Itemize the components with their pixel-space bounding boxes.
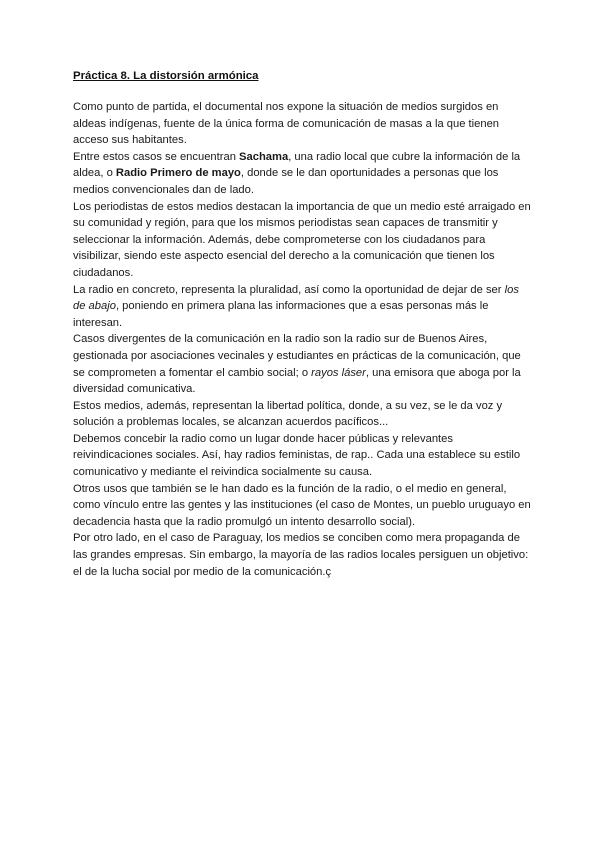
text-run: medios convencionales dan de lado. bbox=[73, 183, 254, 196]
text-line bbox=[73, 481, 543, 498]
text-line bbox=[73, 530, 543, 547]
text-line bbox=[73, 265, 543, 282]
text-run: , una emisora que aboga por la bbox=[365, 366, 521, 379]
text-run: Entre estos casos se encuentran bbox=[73, 150, 240, 163]
text-run: solución a problemas locales, se alcanzan acuerdos pacíficos... bbox=[73, 416, 389, 429]
text-run: comunicativo y mediante el reivindica socialmente su causa. bbox=[73, 466, 373, 479]
text-line bbox=[73, 547, 543, 564]
text-line bbox=[73, 447, 543, 464]
text-run: , donde se le dan oportunidades a personas que los bbox=[240, 167, 499, 180]
text-run: interesan. bbox=[73, 316, 123, 329]
text-run: Otros usos que también se le han dado es la función de la radio, o el medio en general, bbox=[73, 482, 507, 495]
text-run: ciudadanos. bbox=[73, 266, 134, 279]
text-line bbox=[73, 497, 543, 514]
text-run: visibilizar, siendo este aspecto esencial del derecho a la comunicación que tienen los bbox=[73, 250, 495, 263]
document-body bbox=[73, 99, 543, 580]
text-line bbox=[73, 215, 543, 232]
text-run: se comprometen a fomentar el cambio social; o bbox=[73, 366, 312, 379]
text-line bbox=[73, 331, 543, 348]
text-line bbox=[73, 116, 543, 133]
italic-text: rayos láser bbox=[311, 366, 366, 379]
text-run: Los periodistas de estos medios destacan la importancia de que un medio esté arraigado en bbox=[73, 200, 531, 213]
text-run: decadencia hasta que la radio promulgó un intento desarrollo social). bbox=[73, 515, 416, 528]
text-run: como vínculo entre las gentes y las instituciones (el caso de Montes, un pueblo uruguayo en bbox=[73, 499, 531, 512]
text-run: su comunidad y región, para que los mismos periodistas sean capaces de transmitir y bbox=[73, 217, 498, 230]
text-line bbox=[73, 431, 543, 448]
text-run: , una radio local que cubre la información de la bbox=[288, 150, 521, 163]
text-line bbox=[73, 298, 543, 315]
text-run: Debemos concebir la radio como un lugar donde hacer públicas y relevantes bbox=[73, 432, 453, 445]
text-line bbox=[73, 132, 543, 149]
text-line bbox=[73, 315, 543, 332]
text-run: el de la lucha social por medio de la comunicación.ç bbox=[73, 565, 332, 578]
bold-text: Radio Primero de mayo bbox=[115, 167, 241, 180]
text-line bbox=[73, 398, 543, 415]
text-line bbox=[73, 414, 543, 431]
text-run: las grandes empresas. Sin embargo, la mayoría de las radios locales persiguen un objetivo: bbox=[73, 549, 529, 562]
text-run: aldeas indígenas, fuente de la única forma de comunicación de masas a la que tienen bbox=[73, 117, 500, 130]
text-line bbox=[73, 464, 543, 481]
text-line bbox=[73, 248, 543, 265]
text-run: gestionada por asociaciones vecinales y estudiantes en prácticas de la comunicación, que bbox=[73, 349, 521, 362]
italic-text: los bbox=[504, 283, 519, 296]
text-line bbox=[73, 232, 543, 249]
text-line bbox=[73, 149, 543, 166]
text-run: Casos divergentes de la comunicación en la radio son la radio sur de Buenos Aires, bbox=[73, 333, 488, 346]
document-title: Práctica 8. La distorsión armónica bbox=[73, 70, 259, 82]
text-run: diversidad comunicativa. bbox=[73, 383, 196, 396]
text-line bbox=[73, 282, 543, 299]
text-run: Estos medios, además, representan la libertad política, donde, a su vez, se le da voz y bbox=[73, 399, 503, 412]
text-line bbox=[73, 165, 543, 182]
text-line bbox=[73, 348, 543, 365]
text-line bbox=[73, 514, 543, 531]
text-run: reivindicaciones sociales. Así, hay radios feministas, de rap.. Cada una establece su estilo bbox=[73, 449, 521, 462]
text-line bbox=[73, 381, 543, 398]
text-line bbox=[73, 99, 543, 116]
text-line bbox=[73, 564, 543, 581]
text-run: Como punto de partida, el documental nos expone la situación de medios surgidos en bbox=[73, 101, 499, 113]
text-run: seleccionar la información. Además, debe comprometerse con los ciudadanos para bbox=[73, 233, 486, 246]
text-line bbox=[73, 199, 543, 216]
text-line bbox=[73, 182, 543, 199]
text-run: Por otro lado, en el caso de Paraguay, los medios se conciben como mera propaganda de bbox=[73, 532, 520, 545]
text-line bbox=[73, 365, 543, 382]
text-run: La radio en concreto, representa la pluralidad, así como la oportunidad de dejar de ser bbox=[73, 283, 505, 296]
bold-text: Sachama bbox=[239, 150, 289, 163]
text-run: acceso sus habitantes. bbox=[73, 134, 187, 147]
text-run: aldea, o bbox=[73, 167, 116, 180]
italic-text: de abajo bbox=[73, 300, 116, 313]
text-run: , poniendo en primera plana las informaciones que a esas personas más le bbox=[115, 300, 489, 313]
